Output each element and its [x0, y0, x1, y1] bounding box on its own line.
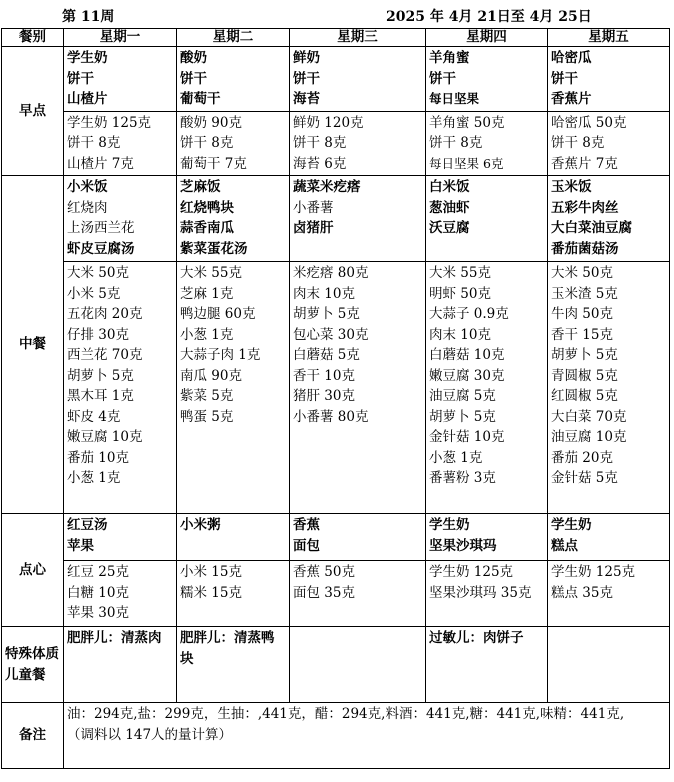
notes-cell — [64, 703, 670, 769]
ingredient: 饼干 8克 — [180, 135, 234, 151]
seasoning-note: 油：294克,盐：299克，生抽：,441克，醋：294克,料酒：441克,糖：441克,味精：441克, — [67, 706, 625, 722]
ingredient: 糕点 35克 — [551, 584, 613, 601]
dish: 虾皮豆腐汤 — [67, 240, 135, 257]
ingredient: 玉米渣 5克 — [551, 285, 618, 302]
breakfast-ingredients-wed — [290, 111, 426, 176]
ingredient: 鸭蛋 5克 — [180, 408, 234, 425]
dish: 饼干 — [551, 70, 578, 87]
dish: 海苔 — [293, 91, 320, 107]
dish: 卤猪肝 — [293, 220, 334, 236]
special-diet-thu: 过敏儿：肉饼子 — [426, 627, 548, 703]
special-diet-fri — [548, 627, 670, 703]
dish: 红烧肉 — [67, 199, 108, 216]
dish: 葡萄干 — [180, 91, 221, 107]
snack-dishes-tue — [177, 514, 290, 561]
ingredient: 金针菇 5克 — [551, 470, 618, 486]
column-header-wednesday: 星期三 — [290, 29, 426, 47]
ingredient: 香干 10克 — [293, 367, 355, 384]
ingredient: 学生奶 125克 — [551, 564, 636, 580]
dish: 坚果沙琪玛 — [429, 537, 497, 554]
ingredient: 苹果 30克 — [67, 605, 129, 621]
lunch-ingredients-wed — [290, 262, 426, 514]
ingredient: 饼干 8克 — [293, 135, 347, 151]
ingredient: 红豆 25克 — [67, 564, 129, 580]
ingredient: 番薯粉 3克 — [429, 470, 496, 486]
date-range: 2025 年 4月 21日至 4月 25日 — [386, 9, 592, 25]
dish: 山楂片 — [67, 91, 108, 107]
row-label-notes: 备注 — [2, 703, 64, 769]
ingredient: 虾皮 4克 — [67, 408, 121, 425]
dish: 红豆汤 — [67, 517, 108, 533]
lunch-ingredients-fri — [548, 262, 670, 514]
ingredient: 油豆腐 10克 — [551, 429, 627, 445]
ingredient: 大米 55克 — [180, 265, 242, 281]
ingredient: 胡萝卜 5克 — [551, 347, 618, 363]
snack-dishes-thu — [426, 514, 548, 561]
week-label: 第 11周 — [62, 9, 115, 25]
ingredient: 西兰花 70克 — [67, 347, 143, 363]
page-header — [0, 6, 674, 26]
ingredient: 猪肝 30克 — [293, 388, 355, 404]
ingredient: 鲜奶 120克 — [293, 114, 364, 131]
special-diet-wed — [290, 627, 426, 703]
ingredient: 大蒜子 0.9克 — [429, 306, 509, 322]
lunch-ingredients-row — [2, 262, 670, 514]
dish: 小米饭 — [67, 179, 108, 195]
lunch-dishes-mon — [64, 176, 177, 262]
dish: 酸奶 — [180, 50, 207, 66]
dish: 学生奶 — [67, 50, 108, 66]
ingredient: 嫩豆腐 10克 — [67, 429, 143, 445]
dish: 香蕉片 — [551, 91, 592, 107]
ingredient: 小葱 1克 — [429, 449, 483, 466]
dish: 饼干 — [429, 70, 456, 87]
ingredient: 胡萝卜 5克 — [293, 306, 360, 322]
dish: 大白菜油豆腐 — [551, 220, 632, 236]
breakfast-ingredients-tue — [177, 111, 290, 176]
ingredient: 大米 50克 — [551, 265, 613, 281]
column-header-meal: 餐别 — [2, 29, 64, 47]
dish: 芝麻饭 — [180, 179, 221, 195]
lunch-dishes-thu — [426, 176, 548, 262]
dish: 蒜香南瓜 — [180, 220, 234, 236]
ingredient: 五花肉 20克 — [67, 306, 143, 322]
dish: 红烧鸭块 — [180, 199, 234, 216]
ingredient: 香蕉片 7克 — [551, 155, 618, 172]
ingredient: 香干 15克 — [551, 326, 613, 343]
ingredient: 肉末 10克 — [429, 326, 491, 343]
dish: 苹果 — [67, 537, 94, 554]
ingredient: 红圆椒 5克 — [551, 388, 618, 404]
breakfast-ingredients-row — [2, 111, 670, 176]
ingredient: 明虾 50克 — [429, 285, 491, 302]
dish: 白米饭 — [429, 179, 470, 195]
ingredient: 糯米 15克 — [180, 584, 242, 601]
breakfast-dishes-wed — [290, 47, 426, 112]
breakfast-ingredients-thu — [426, 111, 548, 176]
dish: 糕点 — [551, 537, 578, 554]
ingredient: 仔排 30克 — [67, 326, 129, 343]
special-diet-row — [2, 627, 670, 703]
lunch-ingredients-thu — [426, 262, 548, 514]
row-label-snack: 点心 — [2, 514, 64, 627]
ingredient: 胡萝卜 5克 — [429, 408, 496, 425]
column-header-friday: 星期五 — [548, 29, 670, 47]
ingredient: 饼干 8克 — [551, 135, 605, 151]
ingredient: 金针菇 10克 — [429, 429, 505, 445]
dish: 葱油虾 — [429, 199, 470, 216]
column-header-monday: 星期一 — [64, 29, 177, 47]
ingredient: 嫩豆腐 30克 — [429, 367, 505, 384]
breakfast-ingredients-mon — [64, 111, 177, 176]
ingredient: 白蘑菇 10克 — [429, 347, 505, 363]
row-label-breakfast: 早点 — [2, 47, 64, 176]
ingredient: 番茄 20克 — [551, 449, 613, 466]
dish: 小番薯 — [293, 199, 334, 216]
ingredient: 葡萄干 7克 — [180, 155, 247, 172]
headcount-note: （调料以 147人的量计算） — [67, 726, 233, 743]
snack-dishes-fri — [548, 514, 670, 561]
ingredient: 学生奶 125克 — [67, 114, 152, 131]
ingredient: 每日坚果 6克 — [429, 155, 504, 171]
dish: 饼干 — [180, 70, 207, 87]
ingredient: 大蒜子肉 1克 — [180, 347, 261, 363]
snack-dishes-mon — [64, 514, 177, 561]
ingredient: 米疙瘩 80克 — [293, 265, 369, 281]
ingredient: 山楂片 7克 — [67, 155, 134, 172]
ingredient: 油豆腐 5克 — [429, 388, 496, 404]
snack-ingredients-tue — [177, 561, 290, 627]
dish: 小米粥 — [180, 517, 221, 533]
dish: 每日坚果 — [429, 91, 480, 106]
dish: 学生奶 — [551, 517, 592, 533]
dish: 玉米饭 — [551, 179, 592, 195]
ingredient: 包心菜 30克 — [293, 326, 369, 343]
dish: 蔬菜米疙瘩 — [293, 179, 361, 195]
ingredient: 小米 15克 — [180, 564, 242, 580]
dish: 饼干 — [67, 70, 94, 87]
ingredient: 芝麻 1克 — [180, 285, 234, 302]
ingredient: 学生奶 125克 — [429, 564, 514, 580]
snack-dishes-wed — [290, 514, 426, 561]
special-diet-tue: 肥胖儿：清蒸鸭块 — [177, 627, 290, 703]
ingredient: 白蘑菇 5克 — [293, 347, 360, 363]
table-header-row — [2, 29, 670, 47]
ingredient: 白糖 10克 — [67, 584, 129, 601]
weekly-menu-table — [1, 28, 670, 769]
breakfast-dishes-mon — [64, 47, 177, 112]
lunch-ingredients-tue — [177, 262, 290, 514]
lunch-dishes-fri — [548, 176, 670, 262]
ingredient: 面包 35克 — [293, 584, 355, 601]
ingredient: 海苔 6克 — [293, 155, 347, 172]
column-header-tuesday: 星期二 — [177, 29, 290, 47]
column-header-thursday: 星期四 — [426, 29, 548, 47]
ingredient: 饼干 8克 — [67, 135, 121, 151]
snack-ingredients-wed — [290, 561, 426, 627]
ingredient: 小葱 1克 — [67, 470, 121, 486]
snack-ingredients-fri — [548, 561, 670, 627]
dish: 番茄菌菇汤 — [551, 240, 619, 257]
dish: 紫菜蛋花汤 — [180, 240, 248, 257]
lunch-dishes-row — [2, 176, 670, 262]
breakfast-dishes-thu — [426, 47, 548, 112]
ingredient: 小番薯 80克 — [293, 408, 369, 425]
breakfast-ingredients-fri — [548, 111, 670, 176]
dish: 香蕉 — [293, 517, 320, 533]
breakfast-dishes-tue — [177, 47, 290, 112]
breakfast-dishes-row — [2, 47, 670, 112]
ingredient: 大米 50克 — [67, 265, 129, 281]
dish: 学生奶 — [429, 517, 470, 533]
row-label-lunch: 中餐 — [2, 176, 64, 514]
dish: 鲜奶 — [293, 50, 320, 66]
breakfast-dishes-fri — [548, 47, 670, 112]
snack-ingredients-row — [2, 561, 670, 627]
ingredient: 小葱 1克 — [180, 326, 234, 343]
ingredient: 酸奶 90克 — [180, 114, 242, 131]
ingredient: 大白菜 70克 — [551, 408, 627, 425]
ingredient: 南瓜 90克 — [180, 367, 242, 384]
dish: 饼干 — [293, 70, 320, 87]
ingredient: 胡萝卜 5克 — [67, 367, 134, 384]
dish: 沃豆腐 — [429, 220, 470, 236]
special-diet-mon: 肥胖儿：清蒸肉 — [64, 627, 177, 703]
ingredient: 羊角蜜 50克 — [429, 114, 505, 131]
ingredient: 饼干 8克 — [429, 135, 483, 151]
lunch-ingredients-mon — [64, 262, 177, 514]
dish: 五彩牛肉丝 — [551, 199, 619, 216]
ingredient: 鸭边腿 60克 — [180, 306, 256, 322]
ingredient: 青圆椒 5克 — [551, 367, 618, 384]
snack-dishes-row — [2, 514, 670, 561]
ingredient: 哈密瓜 50克 — [551, 114, 627, 131]
dish: 哈密瓜 — [551, 50, 592, 66]
ingredient: 黑木耳 1克 — [67, 388, 134, 404]
ingredient: 紫菜 5克 — [180, 388, 234, 404]
ingredient: 香蕉 50克 — [293, 564, 355, 580]
ingredient: 大米 55克 — [429, 265, 491, 281]
lunch-dishes-wed — [290, 176, 426, 262]
lunch-dishes-tue — [177, 176, 290, 262]
ingredient: 坚果沙琪玛 35克 — [429, 584, 532, 601]
ingredient: 牛肉 50克 — [551, 306, 613, 322]
ingredient: 肉末 10克 — [293, 285, 355, 302]
snack-ingredients-thu — [426, 561, 548, 627]
dish: 羊角蜜 — [429, 50, 470, 66]
dish: 上汤西兰花 — [67, 220, 135, 236]
dish: 面包 — [293, 537, 320, 554]
ingredient: 番茄 10克 — [67, 449, 129, 466]
row-label-special-diet: 特殊体质儿童餐 — [2, 627, 64, 703]
notes-row — [2, 703, 670, 769]
snack-ingredients-mon — [64, 561, 177, 627]
ingredient: 小米 5克 — [67, 285, 121, 302]
